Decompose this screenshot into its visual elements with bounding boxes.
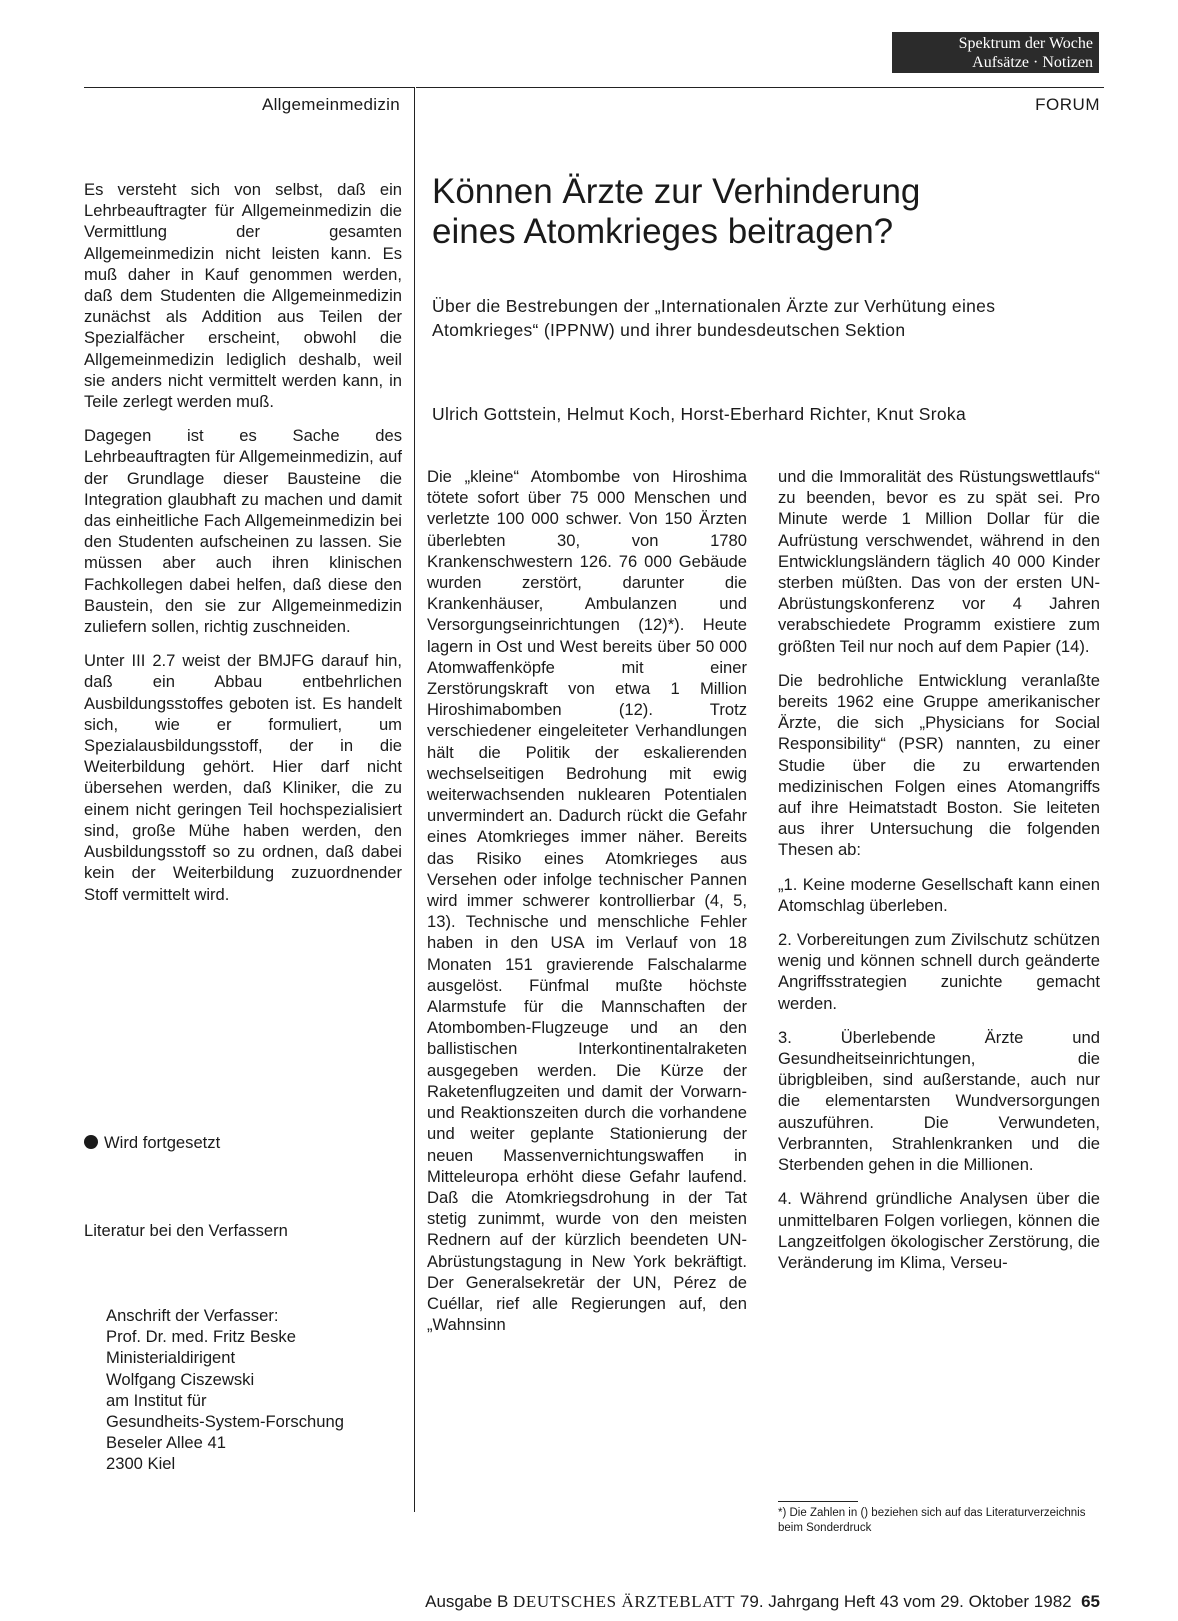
address-line: Gesundheits-System-Forschung — [106, 1412, 344, 1432]
address-line: am Institut für — [106, 1390, 207, 1410]
section-badge — [892, 32, 1099, 73]
address-line: 2300 Kiel — [106, 1454, 176, 1474]
continued-note — [84, 1133, 402, 1153]
title-line-1: Können Ärzte zur Verhinderung — [432, 172, 921, 211]
address-line: Beseler Allee 41 — [106, 1433, 226, 1453]
column-divider — [414, 87, 415, 1512]
thesis-4: 4. Während gründliche Analysen über die unmittelbaren Folgen vorliegen, können die Langzeitfolgen ökologischer Zerstörung, die Veränderung im Klima, Verseu- — [778, 1189, 1100, 1272]
thesis-3: 3. Überlebende Ärzte und Gesundheitseinrichtungen, die übrigbleiben, sind außerstande, auch nur die elementarsten Wundversorgungen auszuführen. Die Verwundeten, Verbrannten, Strahlenkranken und die Sterbenden gehen in die Millionen. — [778, 1027, 1100, 1175]
footnote: *) Die Zahlen in () beziehen sich auf das Literaturverzeichnis beim Sonderdruck — [778, 1507, 1086, 1534]
left-paragraph: Unter III 2.7 weist der BMJFG darauf hin, daß ein Abbau entbehrlichen Ausbildungsstoffes geboten ist. Es handelt sich, wie er formuliert, um Spezialausbildungsstoff, der in die Weiterbildung gehört. Hier darf nicht übersehen werden, daß Kliniker, die zu einem nicht geringen Teil hochspezialisiert sind, große Mühe haben werden, den Ausbildungsstoff so zu ordnen, daß dabei kein der Weiterbildung zuzuordnender Stoff vermittelt wird. — [84, 651, 402, 904]
badge-line-1: Spektrum der Woche — [958, 35, 1093, 52]
address-line: Anschrift der Verfasser: — [106, 1306, 279, 1325]
address-line: Prof. Dr. med. Fritz Beske — [106, 1327, 296, 1347]
footnote-rule — [778, 1501, 858, 1502]
page-number: 65 — [1081, 1592, 1100, 1611]
section-label-right: FORUM — [1035, 95, 1100, 114]
author-address — [106, 1305, 406, 1475]
left-paragraph: Es versteht sich von selbst, daß ein Lehrbeauftragter für Allgemeinmedizin die Vermittlung der gesamten Allgemeinmedizin nicht leisten kann. Es muß daher in Kauf genommen werden, daß dem Studenten die Allgemeinmedizin zunächst als Addition aus Teilen der Spezialfächer erscheint, obwohl die Allgemeinmedizin lediglich deshalb, weil sie anders nicht vermittelt werden kann, in Teile zerlegt werden muß. — [84, 180, 402, 412]
article-subtitle: Über die Bestrebungen der „Internationalen Ärzte zur Verhütung eines Atomkrieges“ (IPPNW) und ihrer bundesdeutschen Sektion — [432, 296, 996, 340]
right-paragraph: Die bedrohliche Entwicklung veranlaßte bereits 1962 eine Gruppe amerikanischer Ärzte, die sich „Physicians for Social Responsibility“ (PSR) nannten, zu einer Studie über die zu erwartenden medizinischen Folgen eines Atomangriffs auf ihre Heimatstadt Boston. Sie leiteten aus ihrer Untersuchung die folgenden Thesen ab: — [778, 670, 1100, 860]
top-rule-left — [84, 87, 414, 88]
middle-paragraph: Die „kleine“ Atombombe von Hiroshima tötete sofort über 75 000 Menschen und verletzte 100 000 schwer. Von 150 Ärzten überlebten 30, von 1780 Krankenschwestern 126. 76 000 Gebäude wurden zerstört, darunter die Krankenhäuser, Ambulanzen und Versorgungseinrichtungen (12)*). Heute lagern in Ost und West bereits über 50 000 Atomwaffenköpfe mit einer Zerstörungskraft von etwa 1 Million Hiroshimabomben (12). Trotz verschiedener eingeleiteter Verhandlungen hält die Politik der eskalierenden wechselseitigen Bedrohung mit ewig weiterwachsenden nuklearen Potentialen unvermindert an. Dadurch rückt die Gefahr eines Atomkrieges immer näher. Bereits das Risiko eines Atomkrieges aus Versehen oder infolge technischer Pannen wird immer schwerer kontrollierbar (4, 5, 13). Technische und menschliche Fehler haben in den USA im Verlauf von 18 Monaten 151 gravierende Falschalarme ausgelöst. Fünfmal mußte höchste Alarmstufe für die Mannschaften der Atombomben-Flugzeuge und an den ballistischen Interkontinentalraketen ausgegeben werden. Die Kürze der Raketenflugzeiten und damit der Vorwarn- und Reaktionszeiten durch die vorhandene und weiter geplante Stationierung der neuen Massenvernichtungswaffen in Mitteleuropa erhöht diese Gefahr laufend. Daß die Atomkriegsdrohung in der Tat stetig zunimmt, wurde von den meisten Rednern auf der kürzlich beendeten UN-Abrüstungstagung in New York bekräftigt. Der Generalsekretär der UN, Pérez de Cuéllar, rief alle Regierungen auf, den „Wahnsinn — [427, 467, 747, 1335]
bullet-icon — [84, 1135, 98, 1149]
continued-text: Wird fortgesetzt — [104, 1133, 221, 1152]
footer-journal: DEUTSCHES ÄRZTEBLATT — [513, 1592, 736, 1611]
article-authors: Ulrich Gottstein, Helmut Koch, Horst-Eberhard Richter, Knut Sroka — [432, 404, 967, 424]
top-rule-right — [416, 87, 1104, 88]
left-column — [84, 179, 402, 918]
footer-edition: Ausgabe B — [425, 1592, 509, 1611]
left-paragraph: Dagegen ist es Sache des Lehrbeauftragten für Allgemeinmedizin, auf der Grundlage dieser Bausteine die Integration glaubhaft zu machen und damit das einheitliche Fach Allgemeinmedizin bei den Studenten aufscheinen zu lassen. Sie müssen aber auch ihren klinischen Fachkollegen dabei helfen, daß diese den Baustein, den sie zur Allgemeinmedizin zuliefern sollen, richtig zuschneiden. — [84, 426, 402, 637]
literature-note: Literatur bei den Verfassern — [84, 1221, 288, 1240]
article-title — [432, 172, 1102, 252]
thesis-2: 2. Vorbereitungen zum Zivilschutz schützen wenig und können schnell durch geänderte Angriffsstrategien zunichte gemacht werden. — [778, 930, 1100, 1013]
middle-column — [427, 466, 747, 1348]
right-column — [778, 466, 1100, 1286]
address-line: Ministerialdirigent — [106, 1348, 236, 1368]
title-line-2: eines Atomkrieges beitragen? — [432, 212, 894, 251]
page-footer — [84, 1592, 1100, 1612]
address-line: Wolfgang Ciszewski — [106, 1369, 255, 1389]
section-label-left: Allgemeinmedizin — [261, 95, 400, 114]
badge-line-2: Aufsätze · Notizen — [972, 54, 1093, 71]
thesis-1: „1. Keine moderne Gesellschaft kann einen Atomschlag überleben. — [778, 874, 1100, 915]
footer-issue: 79. Jahrgang Heft 43 vom 29. Oktober 1982 — [739, 1592, 1072, 1611]
right-paragraph: und die Immoralität des Rüstungswettlaufs“ zu beenden, bevor es zu spät sei. Pro Minute werde 1 Million Dollar für die Aufrüstung verschwendet, während in den Entwicklungsländern täglich 40 000 Kinder sterben müßten. Das von der ersten UN-Abrüstungskonferenz vor 4 Jahren verabschiedete Programm existiere zum größten Teil nur noch auf dem Papier (14). — [778, 467, 1100, 656]
